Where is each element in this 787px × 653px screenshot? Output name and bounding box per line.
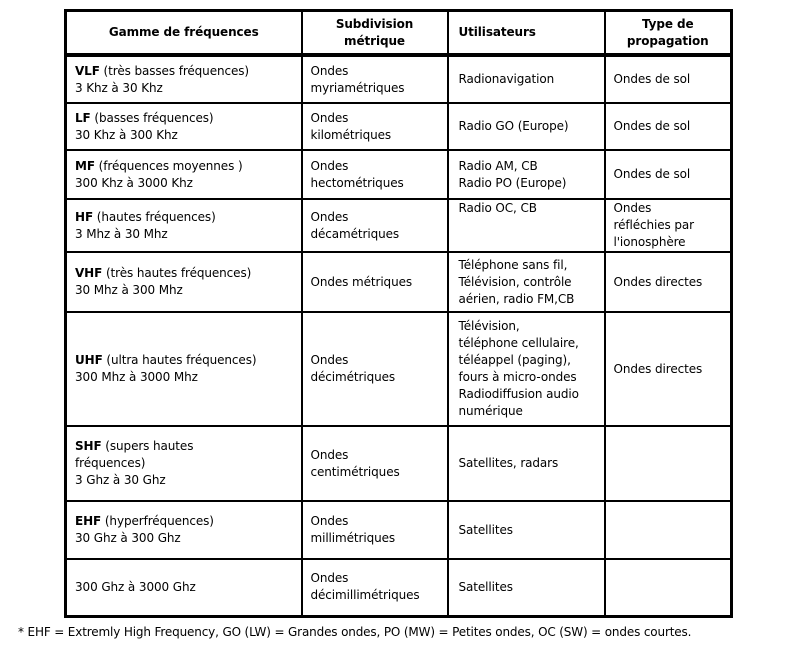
users-cell-line: téléappel (paging),	[458, 353, 571, 367]
table-row	[66, 103, 732, 150]
band-code: HF	[75, 209, 94, 224]
metric-subdivision-cell	[302, 150, 448, 199]
frequency-band-cell	[66, 55, 302, 103]
band-code: EHF	[75, 514, 102, 528]
table-row	[66, 150, 732, 199]
band-line	[75, 63, 293, 80]
band-code: VLF	[75, 63, 100, 78]
propagation-cell	[605, 103, 732, 150]
propagation-cell-line: Ondes directes	[613, 361, 703, 376]
users-cell-line: numérique	[458, 404, 523, 418]
propagation-cell-line: réfléchies par	[613, 218, 694, 232]
metric-subdivision-cell	[302, 426, 448, 501]
band-description: (ultra hautes fréquences)	[102, 353, 257, 367]
users-cell-line: Télévision, contrôle	[458, 274, 572, 289]
table-row	[66, 501, 732, 559]
users-cell	[448, 103, 605, 150]
header-metric-line1: Subdivision	[335, 16, 414, 31]
metric-subdivision-cell-line: Ondes	[310, 110, 349, 125]
band-description: (hyperfréquences)	[101, 514, 214, 528]
band-description: (supers hautes	[101, 439, 194, 453]
users-cell-line: Téléphone sans fil,	[458, 257, 568, 272]
metric-subdivision-cell-line: décimillimétriques	[310, 588, 420, 603]
propagation-cell-line: Ondes	[613, 201, 652, 215]
band-code: VHF	[75, 266, 103, 280]
users-cell-line: fours à micro-ondes	[458, 370, 577, 384]
frequency-range: 300 Khz à 3000 Khz	[75, 175, 193, 190]
propagation-cell	[605, 252, 732, 312]
frequency-table	[64, 9, 733, 618]
band-code: MF	[75, 158, 95, 173]
table-row	[66, 312, 732, 426]
metric-subdivision-cell	[302, 103, 448, 150]
band-line	[75, 438, 293, 455]
metric-subdivision-cell-line: décamétriques	[310, 226, 400, 241]
frequency-band-cell	[66, 150, 302, 199]
table-row	[66, 426, 732, 501]
users-cell-line: Radionavigation	[458, 72, 555, 86]
propagation-cell	[605, 426, 732, 501]
band-code: UHF	[75, 353, 103, 367]
frequency-band-cell	[66, 103, 302, 150]
header-propagation-line2: propagation	[626, 33, 709, 48]
users-cell	[448, 55, 605, 103]
metric-subdivision-cell	[302, 199, 448, 252]
band-line	[75, 158, 293, 175]
metric-subdivision-cell-line: hectométriques	[310, 175, 404, 190]
metric-subdivision-cell	[302, 312, 448, 426]
propagation-cell-line: l'ionosphère	[613, 235, 686, 249]
frequency-band-cell	[66, 501, 302, 559]
propagation-cell	[605, 559, 732, 616]
users-cell-line: Télévision,	[458, 319, 520, 333]
users-cell-line: Radio OC, CB	[458, 201, 537, 215]
propagation-cell-line: Ondes de sol	[613, 167, 691, 181]
frequency-range: 3 Khz à 30 Khz	[75, 80, 163, 95]
band-line	[75, 209, 293, 226]
metric-subdivision-cell-line: centimétriques	[310, 464, 400, 479]
header-propagation-line1: Type de	[641, 16, 694, 31]
users-cell-line: aérien, radio FM,CB	[458, 291, 575, 306]
propagation-cell	[605, 199, 732, 252]
propagation-cell	[605, 501, 732, 559]
propagation-cell	[605, 150, 732, 199]
metric-subdivision-cell-line: Ondes	[310, 447, 349, 462]
frequency-range: 300 Ghz à 3000 Ghz	[75, 579, 196, 594]
band-description: (fréquences moyennes )	[94, 158, 243, 173]
footnote: * EHF = Extremly High Frequency, GO (LW) = Grandes ondes, PO (MW) = Petites ondes, OC (SW) = ondes courtes.	[18, 625, 692, 639]
header-metric-line2: métrique	[344, 33, 405, 48]
header-metric-subdivision	[302, 11, 448, 56]
users-cell	[448, 559, 605, 616]
metric-subdivision-cell-line: Ondes métriques	[310, 274, 413, 289]
metric-subdivision-cell-line: myriamétriques	[310, 80, 405, 95]
users-cell-line: Radio PO (Europe)	[458, 175, 567, 190]
users-cell-line: Satellites	[458, 522, 513, 537]
users-cell-line: Radiodiffusion audio	[458, 387, 579, 401]
frequency-range: 300 Mhz à 3000 Mhz	[75, 370, 198, 384]
propagation-cell	[605, 312, 732, 426]
metric-subdivision-cell-line: Ondes	[310, 353, 349, 367]
table-row	[66, 252, 732, 312]
band-line	[75, 513, 293, 530]
metric-subdivision-cell	[302, 55, 448, 103]
metric-subdivision-cell-line: millimétriques	[310, 531, 396, 545]
table-header-row	[66, 11, 732, 56]
table-row	[66, 55, 732, 103]
band-description-cont: fréquences)	[75, 456, 146, 470]
frequency-band-cell	[66, 199, 302, 252]
propagation-cell-line: Ondes de sol	[613, 72, 691, 86]
propagation-cell	[605, 55, 732, 103]
table-row	[66, 559, 732, 616]
frequency-band-cell	[66, 252, 302, 312]
band-line	[75, 110, 293, 127]
frequency-range: 30 Ghz à 300 Ghz	[75, 531, 181, 545]
band-code: SHF	[75, 439, 102, 453]
band-description: (très hautes fréquences)	[102, 266, 252, 280]
band-description: (hautes fréquences)	[93, 209, 216, 224]
propagation-cell-line: Ondes de sol	[613, 119, 691, 133]
propagation-cell-line: Ondes directes	[613, 274, 703, 289]
metric-subdivision-cell	[302, 559, 448, 616]
metric-subdivision-cell-line: Ondes	[310, 209, 349, 224]
frequency-band-cell	[66, 426, 302, 501]
band-description: (très basses fréquences)	[99, 63, 249, 78]
users-cell-line: Satellites, radars	[458, 456, 559, 470]
users-cell	[448, 501, 605, 559]
users-cell-line: Satellites	[458, 579, 513, 594]
metric-subdivision-cell-line: Ondes	[310, 571, 349, 586]
metric-subdivision-cell-line: Ondes	[310, 158, 349, 173]
users-cell-line: Radio AM, CB	[458, 158, 538, 173]
band-code: LF	[75, 110, 91, 125]
band-description: (basses fréquences)	[90, 110, 214, 125]
band-line	[75, 352, 293, 369]
frequency-range: 30 Khz à 300 Khz	[75, 127, 178, 142]
metric-subdivision-cell-line: Ondes	[310, 63, 349, 78]
metric-subdivision-cell	[302, 252, 448, 312]
header-propagation	[605, 11, 732, 56]
header-users: Utilisateurs	[448, 11, 605, 56]
users-cell	[448, 252, 605, 312]
frequency-range: 3 Mhz à 30 Mhz	[75, 226, 168, 241]
users-cell-line: Radio GO (Europe)	[458, 119, 569, 133]
table-row	[66, 199, 732, 252]
frequency-range: 30 Mhz à 300 Mhz	[75, 283, 183, 297]
header-frequency-range: Gamme de fréquences	[66, 11, 302, 56]
users-cell	[448, 426, 605, 501]
metric-subdivision-cell-line: kilométriques	[310, 127, 392, 142]
table-body	[66, 55, 732, 616]
metric-subdivision-cell-line: décimétriques	[310, 370, 396, 384]
metric-subdivision-cell	[302, 501, 448, 559]
band-line	[75, 265, 293, 282]
users-cell-line: téléphone cellulaire,	[458, 336, 579, 350]
users-cell	[448, 150, 605, 199]
metric-subdivision-cell-line: Ondes	[310, 514, 349, 528]
users-cell	[448, 199, 605, 252]
frequency-band-cell	[66, 312, 302, 426]
frequency-band-cell	[66, 559, 302, 616]
frequency-range: 3 Ghz à 30 Ghz	[75, 473, 166, 487]
users-cell	[448, 312, 605, 426]
